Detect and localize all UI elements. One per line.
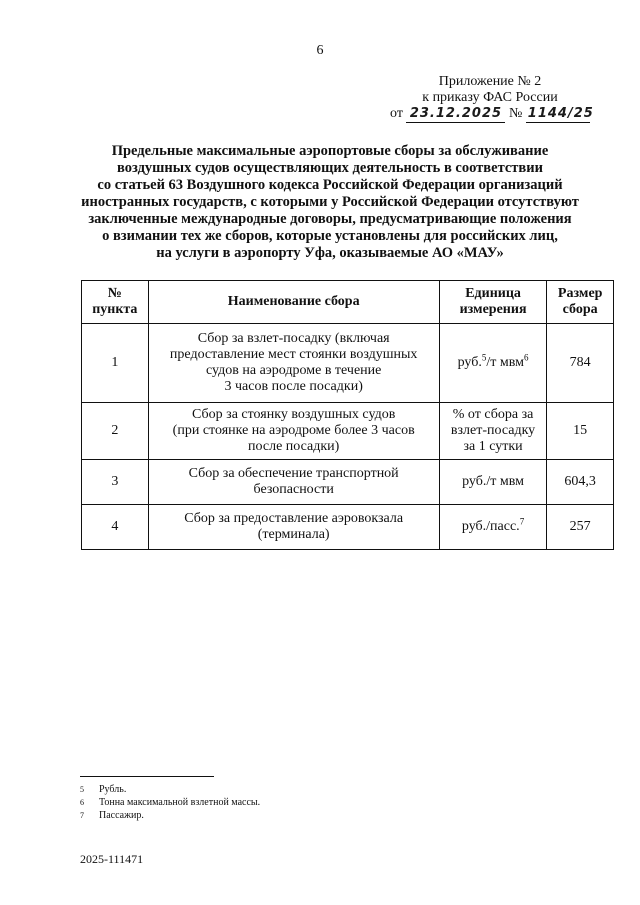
table-row <box>82 403 614 460</box>
header-fee-size: Размер сбора <box>547 281 614 324</box>
fee-unit: % от сбора за взлет-посадку за 1 сутки <box>439 403 547 460</box>
fee-value: 257 <box>547 505 614 550</box>
appendix-title: Приложение № 2 <box>438 74 542 89</box>
page-number: 6 <box>316 43 324 58</box>
item-number: 1 <box>82 324 149 403</box>
fee-value: 15 <box>547 403 614 460</box>
fee-unit: руб./т мвм <box>439 460 547 505</box>
number-label: № <box>508 106 523 121</box>
table-row <box>82 460 614 505</box>
fees-table <box>81 280 614 550</box>
fee-unit: руб.$^5$/т мвм$^6$ <box>439 324 547 403</box>
footnotes <box>80 783 260 822</box>
document-id: 2025-111471 <box>80 852 144 866</box>
appendix-order-ref: к приказу ФАС России <box>422 90 558 105</box>
handwritten-date: 23.12.2025 <box>409 106 503 121</box>
fee-name: Сбор за предоставление аэровокзала (терминала) <box>148 505 439 550</box>
header-fee-name: Наименование сбора <box>148 281 439 324</box>
footnote-item: 5 Рубль. <box>80 784 127 795</box>
header-item-number: № пункта <box>82 281 149 324</box>
fee-name: Сбор за взлет-посадку (включая предоставление мест стоянки воздушных судов на аэродроме в течение 3 часов после посадки) <box>148 324 439 403</box>
order-date-number <box>390 106 630 123</box>
header-unit: Единица измерения <box>439 281 547 324</box>
fee-value: 604,3 <box>547 460 614 505</box>
footnote-item: 6 Тонна максимальной взлетной массы. <box>80 797 261 808</box>
fee-name: Сбор за обеспечение транспортной безопасности <box>148 460 439 505</box>
fee-unit: руб./пасс.$^7$ <box>439 505 547 550</box>
table-row <box>82 324 614 403</box>
table-header-row <box>82 281 614 324</box>
item-number: 3 <box>82 460 149 505</box>
appendix-header <box>390 74 590 106</box>
item-number: 4 <box>82 505 149 550</box>
handwritten-order-number: 1144/25 <box>527 106 594 121</box>
footnote-divider <box>80 776 214 777</box>
footnote-item: 7 Пассажир. <box>80 810 144 821</box>
from-label: от <box>390 106 403 121</box>
document-title: Предельные максимальные аэропортовые сборы за обслуживание воздушных судов осуществляющих деятельность в соответствии со статьей 63 Воздушного кодекса Российской Федерации организаций иностранных государств, с которыми у Российской Федерации отсутствуют заключенные международные договоры, предусматривающие положения о взимании тех же сборов, которые установлены для российских лиц, на услуги в аэропорту Уфа, оказываемые АО «МАУ» <box>81 143 579 261</box>
fee-value: 784 <box>547 324 614 403</box>
table-row <box>82 505 614 550</box>
item-number: 2 <box>82 403 149 460</box>
fee-name: Сбор за стоянку воздушных судов (при стоянке на аэродроме более 3 часов после посадки) <box>148 403 439 460</box>
